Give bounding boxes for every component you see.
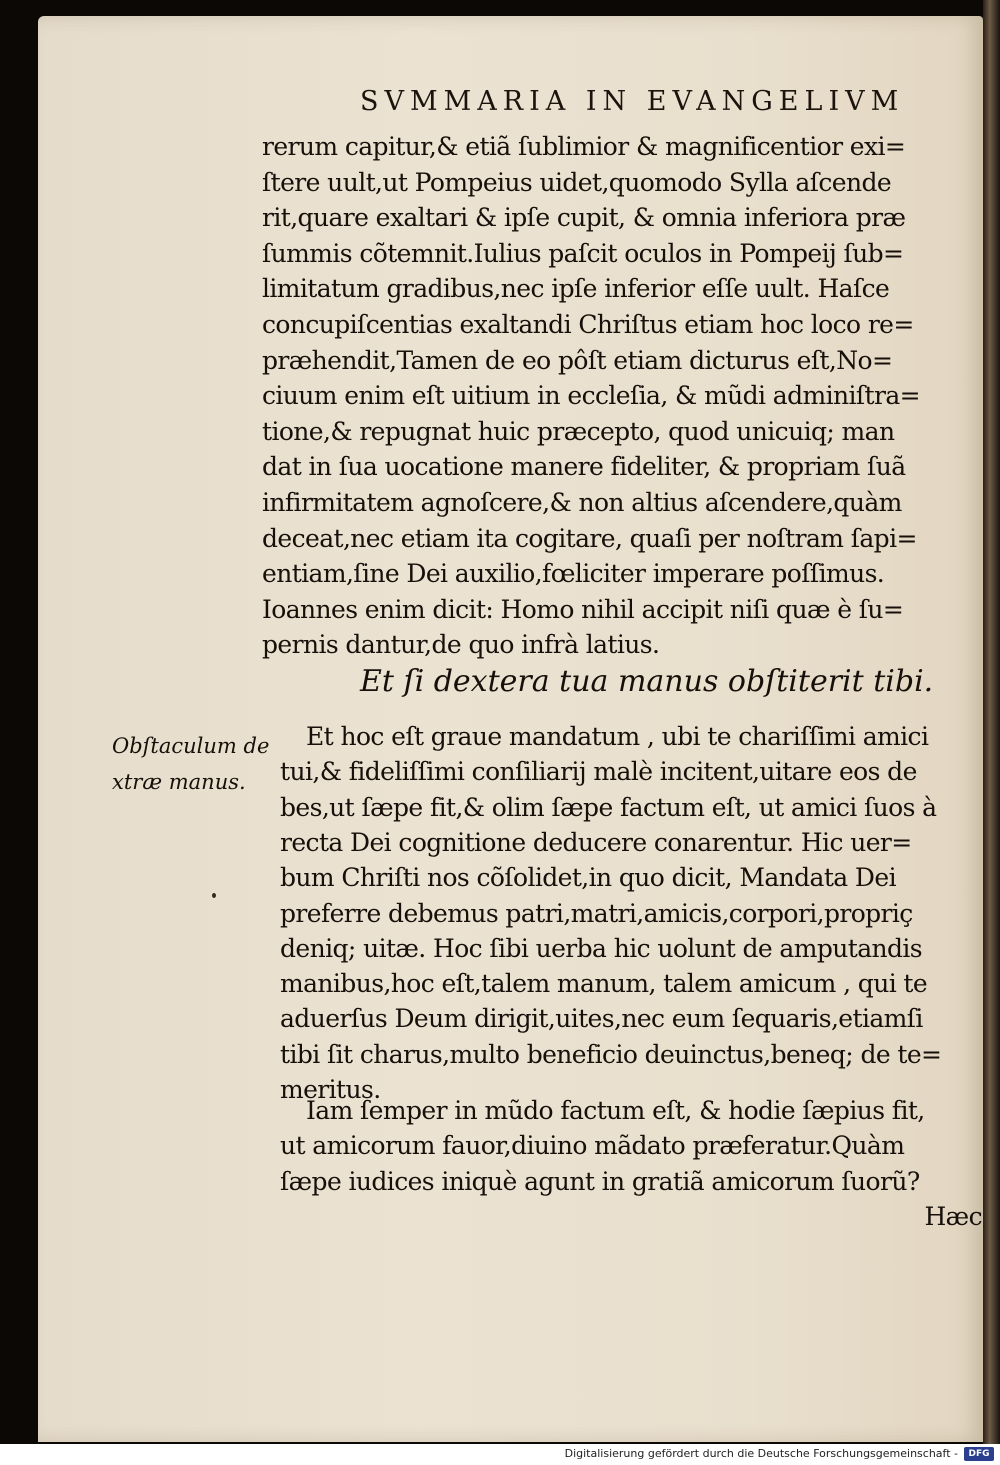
text-line: limitatum gradibus,nec ipſe inferior eſſe uult. Haſce bbox=[262, 274, 890, 304]
text-line: Ioannes enim dicit: Homo nihil accipit niſi quæ è ſu= bbox=[262, 594, 904, 624]
text-line: ſæpe iudices iniquè agunt in gratiã amicorum ſuorũ? bbox=[280, 1166, 920, 1196]
text-line: ut amicorum fauor,diuino mãdato præferatur.Quàm bbox=[280, 1131, 905, 1161]
text-line: rerum capitur,& etiã ſublimior & magnificentior exi= bbox=[262, 132, 906, 161]
text-line: bum Chriſti nos cõſolidet,in quo dicit, Mandata Dei bbox=[280, 863, 896, 893]
text-line: deniq; uitæ. Hoc ſibi uerba hic uolunt de amputandis bbox=[280, 933, 923, 963]
text-line: meritus. bbox=[280, 1075, 381, 1104]
text-line: præhendit,Tamen de eo pôſt etiam dicturus eſt,No= bbox=[262, 345, 893, 375]
catchword: Hæc bbox=[924, 1202, 982, 1231]
text-line: recta Dei cognitione deducere conarentur. Hic uer= bbox=[280, 827, 912, 857]
text-line: entiam,ſine Dei auxilio,fœliciter imperare poſſimus. bbox=[262, 559, 885, 589]
text-line: concupiſcentias exaltandi Chriſtus etiam hoc loco re= bbox=[262, 310, 914, 339]
text-line: rit,quare exaltari & ipſe cupit, & omnia inferiora præ bbox=[262, 203, 906, 233]
text-line: ſtere uult,ut Pompeius uidet,quomodo Sylla aſcende bbox=[262, 167, 892, 197]
marginal-note-line-1: Obſtaculum de bbox=[112, 734, 270, 758]
text-line: tibi ſit charus,multo beneficio deuinctus,beneq; de te= bbox=[280, 1039, 942, 1069]
text-line: tione,& repugnat huic præcepto, quod unicuiq; man bbox=[262, 416, 895, 446]
dfg-logo: DFG bbox=[964, 1447, 994, 1461]
text-line: deceat,nec etiam ita cogitare, quaſi per noſtram ſapi= bbox=[262, 523, 917, 553]
text-line: ciuum enim eſt uitium in eccleſia, & mũdi adminiſtra= bbox=[262, 381, 920, 411]
running-head: SVMMARIA IN EVANGELIVM bbox=[360, 86, 905, 117]
text-line: Et hoc eſt graue mandatum , ubi te chariſſimi amici bbox=[306, 722, 929, 751]
text-line: ſummis cõtemnit.Iulius paſcit oculos in Pompeij ſub= bbox=[262, 238, 904, 268]
marginal-note-line-2: xtræ manus. bbox=[112, 770, 246, 794]
text-line: aduerſus Deum dirigit,uites,nec eum ſequaris,etiamſi bbox=[280, 1004, 923, 1034]
section-heading: Et ſi dextera tua manus obſtiterit tibi. bbox=[360, 664, 934, 699]
text-line: infirmitatem agnoſcere,& non altius aſcendere,quàm bbox=[262, 488, 902, 517]
footer-credit: Digitalisierung gefördert durch die Deutsche Forschungsgemeinschaft - bbox=[564, 1447, 958, 1460]
text-line: tui,& fideliſſimi conſiliarij malè incitent,uitare eos de bbox=[280, 757, 917, 787]
text-line: manibus,hoc eſt,talem manum, talem amicum , qui te bbox=[280, 969, 928, 999]
text-line: Iam ſemper in mũdo factum eſt, & hodie ſæpius fit, bbox=[306, 1096, 925, 1125]
text-line: bes,ut ſæpe fit,& olim ſæpe factum eſt, ut amici ſuos à bbox=[280, 792, 937, 822]
ink-speck bbox=[212, 893, 216, 898]
footer-bar bbox=[0, 1444, 1000, 1465]
text-line: pernis dantur,de quo infrà latius. bbox=[262, 630, 660, 660]
text-line: preferre debemus patri,matri,amicis,corpori,propriç bbox=[280, 898, 913, 928]
text-line: dat in ſua uocatione manere fideliter, & propriam ſuã bbox=[262, 452, 906, 482]
